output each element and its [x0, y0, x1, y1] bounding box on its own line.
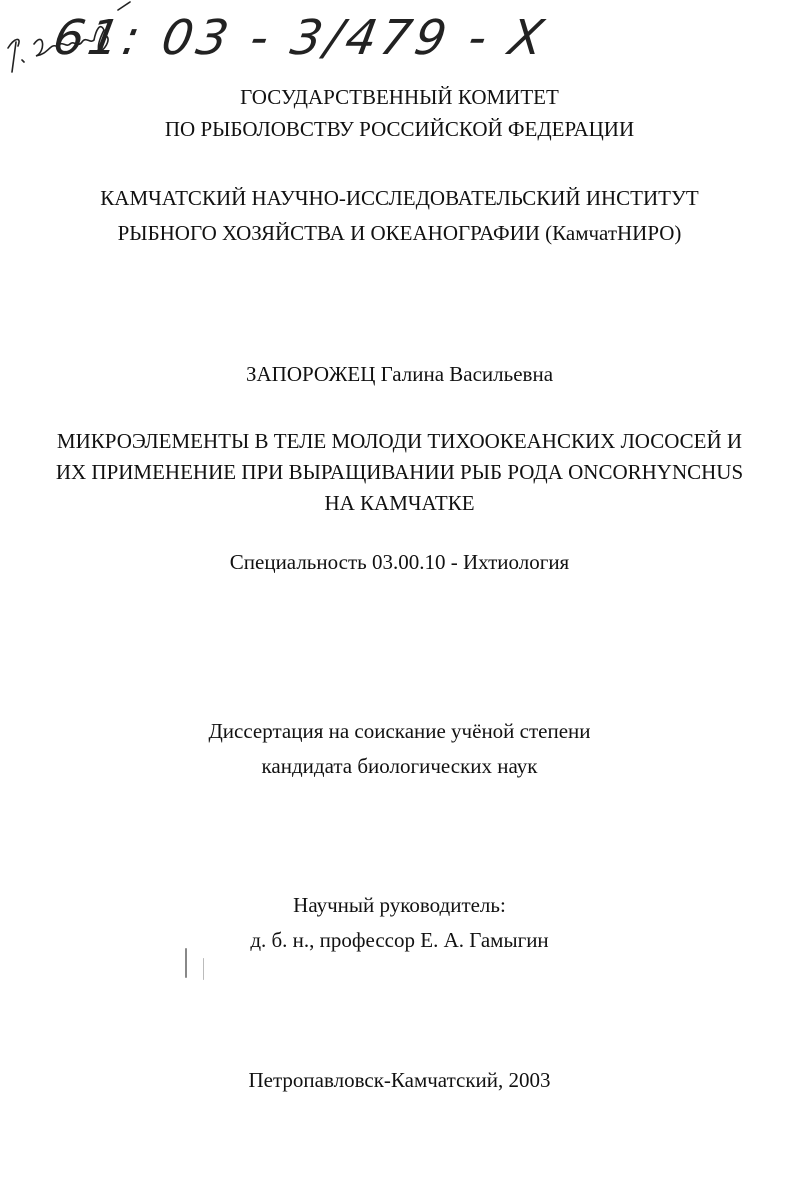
organization-line-1: ГОСУДАРСТВЕННЫЙ КОМИТЕТ	[240, 85, 559, 109]
specialty: Специальность 03.00.10 - Ихтиология	[229, 550, 570, 574]
scan-artifact	[185, 948, 187, 978]
dissertation-title-line-3: НА КАМЧАТКЕ	[324, 491, 475, 515]
institute-line-1: КАМЧАТСКИЙ НАУЧНО-ИССЛЕДОВАТЕЛЬСКИЙ ИНСТИТУТ	[100, 186, 699, 210]
handwritten-archive-number: 61: 03 - 3/479 - Х	[49, 10, 552, 66]
place-and-year: Петропавловск-Камчатский, 2003	[248, 1068, 551, 1092]
author-name: ЗАПОРОЖЕЦ Галина Васильевна	[245, 362, 554, 386]
institute-line-2: РЫБНОГО ХОЗЯЙСТВА И ОКЕАНОГРАФИИ (КамчатНИРО)	[117, 221, 682, 245]
scan-artifact	[203, 958, 204, 980]
organization-line-2: ПО РЫБОЛОВСТВУ РОССИЙСКОЙ ФЕДЕРАЦИИ	[164, 117, 635, 141]
degree-line-2: кандидата биологических наук	[261, 754, 538, 778]
supervisor-label: Научный руководитель:	[293, 893, 506, 917]
dissertation-title-line-1: МИКРОЭЛЕМЕНТЫ В ТЕЛЕ МОЛОДИ ТИХООКЕАНСКИХ ЛОСОСЕЙ И	[56, 429, 743, 453]
degree-line-1: Диссертация на соискание учёной степени	[208, 719, 591, 743]
dissertation-title-line-2: ИХ ПРИМЕНЕНИЕ ПРИ ВЫРАЩИВАНИИ РЫБ РОДА ONCORHYNCHUS	[55, 460, 744, 484]
supervisor-name: д. б. н., профессор Е. А. Гамыгин	[250, 928, 549, 952]
